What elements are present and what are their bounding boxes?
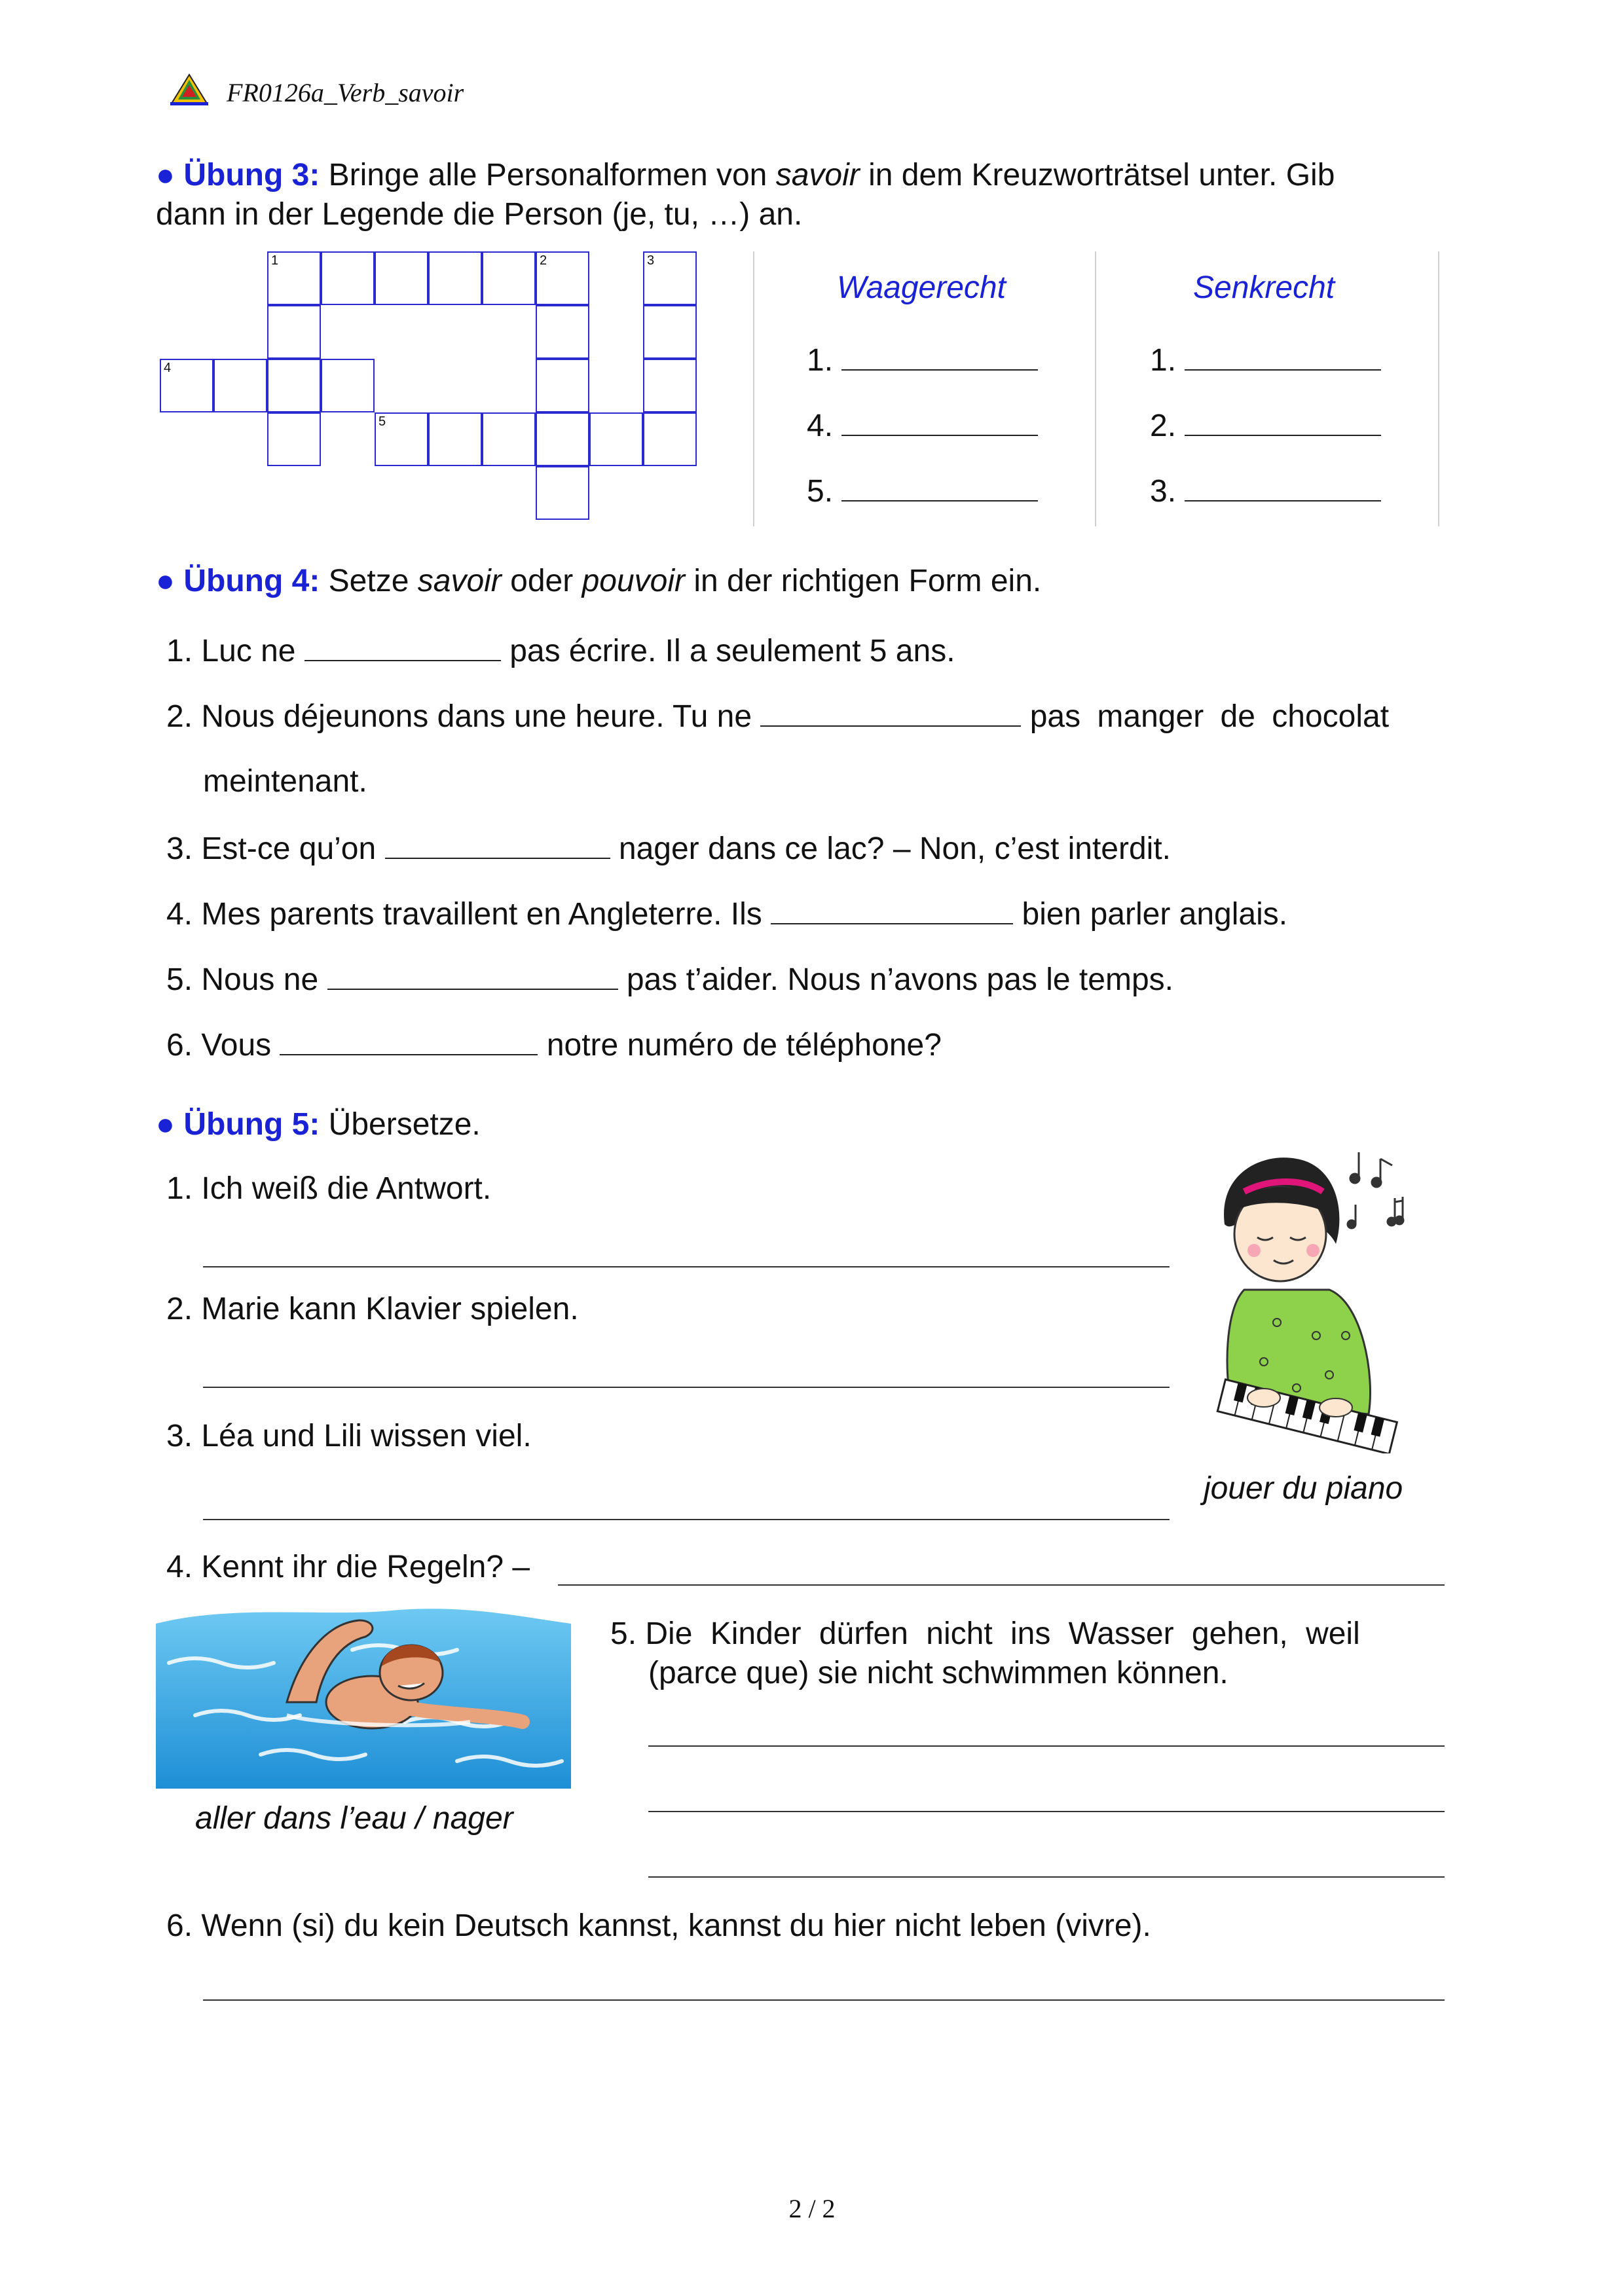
ex4-item-5: 5. Nous ne pas t’aider. Nous n’avons pas le temps. (166, 960, 1173, 1000)
answer-blank[interactable] (771, 894, 1013, 924)
swim-caption: aller dans l’eau / nager (195, 1801, 513, 1836)
crossword-cell[interactable] (536, 251, 589, 305)
answer-blank[interactable] (760, 697, 1021, 727)
exercise-3-heading (156, 156, 1466, 195)
crossword-cell[interactable] (536, 412, 589, 466)
legend-down-1: 1. (1150, 340, 1381, 380)
legend-divider (753, 251, 754, 526)
crossword-cell[interactable] (321, 359, 375, 412)
legend-across-1: 1. (807, 340, 1038, 380)
ex5-item-4: 4. Kennt ihr die Regeln? – (166, 1550, 530, 1584)
ex4-item-6: 6. Vous notre numéro de téléphone? (166, 1025, 942, 1065)
answer-blank[interactable] (841, 340, 1038, 371)
exercise-4-title: Übung 4: (183, 564, 320, 598)
crossword-cell[interactable] (428, 251, 482, 305)
exercise-5-title: Übung 5: (183, 1107, 320, 1142)
answer-line[interactable] (648, 1811, 1445, 1812)
crossword-cell[interactable] (213, 359, 267, 412)
ex4-item-2: 2. Nous déjeunons dans une heure. Tu ne pas manger de chocolat (166, 697, 1449, 737)
legend-across-5: 5. (807, 471, 1038, 511)
answer-line[interactable] (203, 1387, 1170, 1388)
piano-caption: jouer du piano (1204, 1471, 1403, 1506)
crossword-cell[interactable] (482, 251, 536, 305)
answer-blank[interactable] (327, 960, 618, 990)
legend-down-3: 3. (1150, 471, 1381, 511)
exercise-4-heading: ● Übung 4: Setze savoir oder pouvoir in der richtigen Form ein. (156, 564, 1042, 598)
ex4-item-1: 1. Luc ne pas écrire. Il a seulement 5 ans. (166, 631, 955, 671)
answer-blank[interactable] (841, 471, 1038, 501)
answer-line[interactable] (648, 1745, 1445, 1747)
clue-number: 5 (378, 414, 386, 429)
ex5-item-5: 5. Die Kinder dürfen nicht ins Wasser gehen, weil (610, 1616, 1360, 1651)
exercise-3-text-b: in dem Kreuzworträtsel unter. Gib (868, 158, 1335, 192)
exercise-3-text-line2: dann in der Legende die Person (je, tu, …) an. (156, 197, 803, 232)
piano-girl-illustration (1205, 1139, 1421, 1453)
legend-down-title: Senkrecht (1193, 270, 1335, 305)
crossword-cell[interactable] (643, 412, 697, 466)
answer-line[interactable] (558, 1584, 1445, 1586)
ex5-item-5-cont: (parce que) sie nicht schwimmen können. (648, 1656, 1228, 1690)
answer-blank[interactable] (304, 631, 501, 661)
answer-line[interactable] (203, 1266, 1170, 1267)
legend-divider (1438, 251, 1439, 526)
logo-icon (169, 73, 210, 106)
legend-across-title: Waagerecht (837, 270, 1006, 305)
answer-line[interactable] (203, 1999, 1445, 2001)
crossword-cell[interactable] (482, 412, 536, 466)
crossword-cell[interactable] (643, 359, 697, 412)
ex4-item-2-cont: meintenant. (203, 764, 367, 799)
crossword-cell[interactable] (643, 305, 697, 359)
crossword-cell[interactable] (536, 305, 589, 359)
clue-number: 4 (164, 361, 172, 375)
exercise-3-text: Bringe alle Personalformen von (328, 158, 767, 192)
crossword-cell[interactable] (375, 412, 428, 466)
document-id: FR0126a_Verb_savoir (227, 78, 464, 107)
ex5-item-3: 3. Léa und Lili wissen viel. (166, 1419, 532, 1453)
crossword-cell[interactable] (267, 305, 321, 359)
crossword-cell[interactable] (375, 251, 428, 305)
crossword-cell[interactable] (267, 251, 321, 305)
answer-blank[interactable] (1185, 340, 1381, 371)
crossword-cell[interactable] (536, 466, 589, 520)
crossword-cell[interactable] (267, 412, 321, 466)
legend-divider (1095, 251, 1096, 526)
swimmer-illustration (156, 1604, 571, 1789)
crossword-cell[interactable] (267, 359, 321, 412)
clue-number: 1 (271, 253, 279, 268)
crossword-cell[interactable] (643, 251, 697, 305)
answer-line[interactable] (203, 1519, 1170, 1520)
clue-number: 3 (647, 253, 655, 268)
clue-number: 2 (540, 253, 547, 268)
ex5-item-6: 6. Wenn (si) du kein Deutsch kannst, kannst du hier nicht leben (vivre). (166, 1908, 1151, 1943)
answer-blank[interactable] (841, 406, 1038, 436)
answer-blank[interactable] (1185, 471, 1381, 501)
answer-blank[interactable] (385, 829, 610, 859)
ex5-item-2: 2. Marie kann Klavier spielen. (166, 1292, 579, 1326)
answer-blank[interactable] (1185, 406, 1381, 436)
crossword-cell[interactable] (536, 359, 589, 412)
crossword-cell[interactable] (589, 412, 643, 466)
ex4-item-4: 4. Mes parents travaillent en Angleterre. Ils bien parler anglais. (166, 894, 1287, 934)
exercise-5-heading: ● Übung 5: Übersetze. (156, 1107, 481, 1142)
legend-across-4: 4. (807, 406, 1038, 446)
bullet: ● (156, 158, 175, 192)
ex5-item-1: 1. Ich weiß die Antwort. (166, 1171, 492, 1206)
ex4-item-3: 3. Est-ce qu’on nager dans ce lac? – Non, c’est interdit. (166, 829, 1171, 869)
exercise-3-title: Übung 3: (183, 158, 320, 192)
verb-savoir: savoir (775, 158, 860, 192)
page-number: 2 / 2 (788, 2194, 836, 2223)
legend-down-2: 2. (1150, 406, 1381, 446)
answer-blank[interactable] (280, 1025, 538, 1055)
crossword-cell[interactable] (321, 251, 375, 305)
crossword-cell[interactable] (428, 412, 482, 466)
crossword-cell[interactable] (160, 359, 213, 412)
answer-line[interactable] (648, 1876, 1445, 1878)
